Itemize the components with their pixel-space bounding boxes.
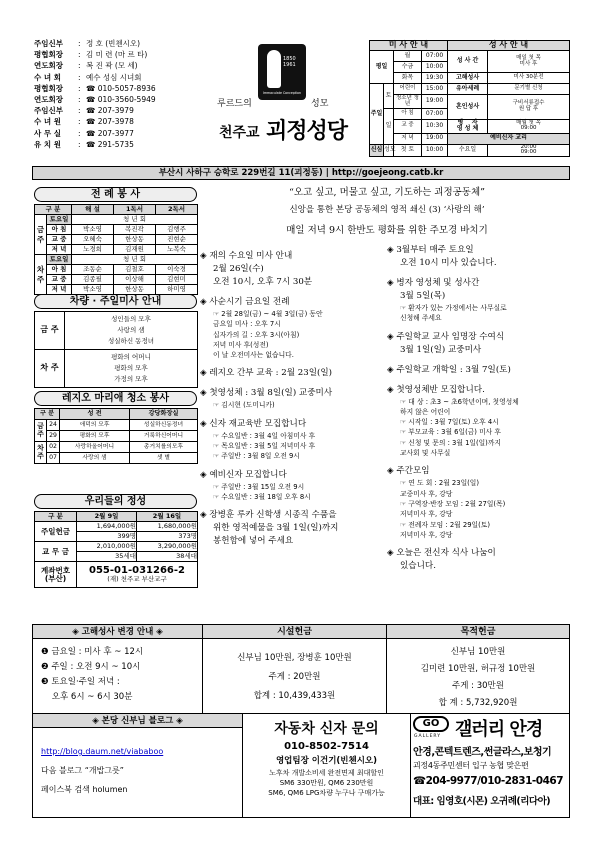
liturgy-header: 구 분 [35, 205, 72, 215]
liturgy-person: 하미영 [156, 285, 198, 295]
special-amount-2: 3,290,000원 [137, 542, 198, 552]
notice-small: ☞ 수요일반 : 3월 18일 오후 8시 [213, 492, 311, 501]
facility-title: 시설헌금 [203, 625, 386, 639]
gallery-line4: 대표: 임영호(시몬) 오귀례(리다아) [413, 796, 551, 807]
mass-table [369, 40, 569, 157]
notice-sub: 오전 10시 미사 있습니다. [400, 258, 497, 268]
notice-gap [200, 289, 380, 296]
catechumen-time-2: 09:00 [520, 149, 537, 156]
notice-gap [200, 380, 380, 387]
gallery-logo-sub: GALLERY [414, 734, 442, 739]
notice-head: ◈ 오늘은 전신자 식사 나눔이 [387, 548, 496, 559]
lourdes-label: 루르드의 [217, 99, 252, 109]
staff-role: 수 녀 원 [34, 117, 61, 127]
car-ad-line3: SM6, QM6 LPG차량 누구나 구매가능 [268, 789, 385, 797]
notices-right [387, 244, 570, 620]
sunday-label: 주일 [370, 84, 384, 145]
staff-role: 평협회장 [34, 50, 63, 60]
vehicle-group: 가정의 모후 [114, 375, 148, 383]
account-label: 계좌번호 (부산) [35, 562, 77, 588]
notice-head: ◈ 사순시기 금요일 전례 [200, 297, 290, 307]
staff-colon: : [78, 95, 81, 105]
staff-value: 복 진 곽 (모 세) [86, 61, 138, 71]
mass-type: 아 침 [394, 109, 422, 120]
legio-church: 애덕의 모후 [60, 420, 130, 431]
legio-hall: 성실하신동정녀 [130, 420, 198, 431]
catechumen-day-1: 수요일 [448, 144, 488, 157]
staff-row [34, 94, 184, 105]
staff-row [34, 116, 184, 127]
notice-small: 금요일 미사 : 오후 7시 [213, 320, 281, 329]
vehicle-section [34, 294, 197, 388]
catechumen-times [488, 144, 570, 157]
info-line: 신부님 10만원 [450, 647, 506, 657]
liturgy-person: 노경희 [72, 245, 114, 255]
mass-time: 15:00 [422, 84, 448, 95]
staff-role: 주임신부 [34, 39, 63, 48]
liturgy-group: 청 년 회 [72, 255, 198, 265]
notice-head: ◈ 주일학교 교사 임명장 수여식 [387, 331, 505, 342]
vehicle-group: 평화의 어머니 [111, 353, 151, 361]
liturgy-person: 김철호 [114, 265, 156, 275]
staff-role: 주임신부 [34, 106, 63, 116]
info-line: 신부님 10만원, 장병훈 10만원 [237, 653, 352, 663]
devotion-time: 10:00 [422, 144, 448, 157]
notice-gap [200, 411, 380, 418]
offering-header-type: 구 분 [35, 512, 77, 522]
sunday-count-2: 373명 [137, 532, 198, 542]
notice-small: ☞ 연 도 회 : 2월 23일(일) [400, 479, 480, 488]
staff-role: 평협회장 [34, 83, 63, 93]
sacrament-name: 고해성사 [448, 73, 488, 84]
staff-role: 수 녀 회 [34, 72, 61, 82]
confession-title: ◈ 고해성사 변경 안내 ◈ [33, 625, 202, 639]
staff-value: 김 미 련 (마 르 타) [86, 50, 148, 60]
notice-small: 저녁 미사 후(성전) [213, 340, 269, 349]
liturgy-person: 김행주 [156, 225, 198, 235]
notice-gap [387, 357, 570, 364]
vehicle-group: 성인들의 모후 [111, 315, 151, 323]
staff-value: 정 호 (빈첸시오) [86, 39, 141, 48]
legio-church: 사랑의 샘 [60, 453, 130, 464]
liturgy-person: 김재원 [114, 245, 156, 255]
legio-date: 29 [47, 431, 60, 442]
mass-day: 월 [394, 51, 422, 62]
mass-time: 10:30 [422, 120, 448, 134]
info-line: 합 계 : 5,732,920원 [438, 698, 518, 708]
devotion-who: 성모 [384, 144, 394, 157]
liturgy-slot: 저 녁 [47, 245, 72, 255]
car-ad-person: 영업팀장 이건기(빈첸시오) [275, 756, 378, 766]
staff-list [34, 38, 184, 150]
staff-role: 연도회장 [34, 61, 63, 71]
notice-gap [387, 324, 570, 331]
staff-colon: : [78, 72, 81, 82]
sunday-amount-2: 1,680,000원 [137, 522, 198, 532]
info-line: 김미련 10만원, 허규정 10만원 [420, 664, 536, 674]
notice-sub: 3월 1일(일) 교중미사 [400, 344, 482, 355]
liturgy-header: 2독서 [156, 205, 198, 215]
notice-sub: 3월 5일(목) [400, 291, 446, 301]
staff-colon: : [78, 50, 81, 60]
liturgy-person: 김종필 [72, 275, 114, 285]
church-name: 괴정성당 [266, 118, 348, 144]
liturgy-slot: 저 녁 [47, 285, 72, 295]
liturgy-slot: 토요일 [47, 215, 72, 225]
gallery-line3: ☎204-9977/010-2831-0467 [413, 775, 563, 787]
liturgy-slot: 교 중 [47, 275, 72, 285]
offering-section [34, 494, 197, 588]
notices-left [200, 250, 380, 620]
offering-header-date1: 2월 9일 [77, 512, 137, 522]
theme-prayer: 매일 저녁 9시 한반도 평화를 위한 주모경 바치기 [286, 225, 488, 236]
blog-name: 다음 블로그 “개밥그릇” [41, 766, 124, 775]
sacrament-title: 성 사 안 내 [448, 41, 570, 51]
notice-sub: 있습니다. [400, 561, 436, 572]
special-count-2: 38세대 [137, 552, 198, 562]
account-owner: (재) 천주교 부산교구 [107, 575, 167, 584]
devotion-label: 신심 [370, 144, 384, 157]
legio-date: 02 [47, 442, 60, 453]
theme-subtitle: 신앙을 통한 본당 공동체의 영적 쇄신 (3) ‘사랑의 해’ [289, 205, 485, 215]
mass-time: 19:00 [422, 133, 448, 144]
mass-title: 미 사 안 내 [370, 41, 448, 51]
staff-value: ☎ 207-3978 [86, 117, 134, 127]
liturgy-person: 진현순 [156, 235, 198, 245]
liturgy-slot: 토요일 [47, 255, 72, 265]
sacrament-time: 구비서류접수 원 답 후 [488, 95, 570, 120]
staff-colon: : [78, 117, 81, 127]
mass-day: 화목 [394, 73, 422, 84]
legio-hall: 거룩하신어머니 [130, 431, 198, 442]
sacrament-name: 혼인성사 [448, 95, 488, 120]
liturgy-header: 해 설 [72, 205, 114, 215]
liturgy-person: 한상동 [114, 235, 156, 245]
blog-title: ◈ 본당 신부님 블로그 ◈ [33, 714, 242, 728]
church-logo [258, 44, 306, 100]
liturgy-group: 청 년 회 [72, 215, 198, 225]
gallery-name: 갤러리 안경 [455, 719, 543, 740]
notice-head: ◈ 병자 영성체 및 성사간 [387, 278, 480, 288]
liturgy-week-label: 차 주 [35, 255, 47, 295]
notice-small: ☞ 부모교육 : 3월 6일(금) 미사 후 [400, 428, 501, 437]
car-ad-title: 자동차 신자 문의 [274, 721, 379, 737]
staff-colon: : [78, 106, 81, 116]
sacrament-time: 매일 첫 목 미사 후 [488, 51, 570, 73]
notice-small: 이 날 오전미사는 없습니다. [213, 351, 294, 360]
account-number: 055-01-031266-2 [89, 564, 185, 576]
gallery-line2: 괴정4동주민센터 입구 농협 맞은편 [413, 761, 529, 770]
liturgy-slot: 교 중 [47, 235, 72, 245]
staff-row [34, 105, 184, 116]
sunday-count-1: 399명 [77, 532, 137, 542]
mass-type: 저 녁 [394, 133, 422, 144]
staff-colon: : [78, 139, 81, 149]
staff-value: ☎ 207-3977 [86, 128, 134, 138]
notice-small: ☞ 주일반 : 3월 8일 오전 9시 [213, 452, 300, 461]
sacrament-time: 미사 30분전 [488, 73, 570, 84]
sacrament-time: 매월 첫 목 09:00 [488, 120, 570, 134]
catechumen-title: 예비신자 교리 [448, 133, 570, 144]
staff-value: 예수 성심 시녀회 [86, 72, 142, 82]
notice-small: 하지 않은 어린이 [400, 407, 451, 416]
purpose-title: 목적헌금 [387, 625, 569, 639]
bottom-row-1 [32, 624, 570, 714]
info-line: ❷ 주일 : 오전 9시 ~ 10시 [41, 662, 141, 672]
notice-head: ◈ 신자 재교육반 모집합니다 [200, 418, 307, 429]
notice-head: ◈ 3월부터 매주 토요일 [387, 245, 474, 255]
notice-small: 신청해 주세요 [400, 314, 442, 323]
notice-small: ☞ 신청 및 문의 : 3월 1일(일)까지 [400, 438, 501, 447]
staff-value: ☎ 207-3979 [86, 106, 134, 116]
liturgy-person: 이숙경 [156, 265, 198, 275]
info-line: ❸ 토요일·주일 저녁 : [41, 677, 120, 687]
staff-row [34, 49, 184, 60]
notice-small: ☞ 구역장·반장 모임 : 2월 27일(목) [400, 499, 506, 508]
notice-gap [200, 462, 380, 469]
notice-small: ☞ 환자가 있는 가정에서는 사무실로 [400, 304, 507, 312]
sacrament-name: 병 자 영 성 체 [448, 120, 488, 134]
liturgy-person: 조동순 [72, 265, 114, 275]
facebook-search: 페이스북 검색 holumen [41, 785, 128, 794]
staff-row [34, 128, 184, 139]
car-ad-line2: SM6 330만원, QM6 230만원 [279, 779, 374, 787]
liturgy-person: 한상동 [114, 285, 156, 295]
staff-value: ☎ 010-5057-8936 [86, 83, 156, 93]
weekday-label: 평일 [370, 51, 394, 84]
purpose-box [387, 625, 569, 713]
sacrament-name: 성 사 간 [448, 51, 488, 73]
car-ad [243, 714, 411, 817]
offering-title: 우리들의 정성 [34, 494, 197, 509]
liturgy-person: 오혜숙 [72, 235, 114, 245]
notice-head: ◈ 첫영성체반 모집합니다. [387, 384, 485, 395]
legio-header: 강당화장실 [130, 409, 198, 420]
staff-row [34, 60, 184, 71]
theme-quote: “오고 싶고, 머물고 싶고, 기도하는 괴정공동체” [288, 187, 486, 198]
special-offering-label: 교 무 금 [35, 542, 77, 562]
staff-row [34, 83, 184, 94]
confession-box [33, 625, 203, 713]
info-line: 주게 : 30만원 [452, 681, 504, 691]
notice-sub: 2월 26일(수) [213, 264, 264, 274]
liturgy-person: 이상해 [114, 275, 156, 285]
liturgy-section [34, 187, 197, 295]
liturgy-person: 김현미 [156, 275, 198, 285]
notice-small: ☞ 시작일 : 3월 7일(토) 오후 4시 [400, 418, 499, 427]
address-bar: 부산시 사하구 승학로 229번길 11(괴정동) | http://goejeong.catb.kr [32, 166, 570, 180]
notice-head: ◈ 예비신자 모집합니다 [200, 469, 287, 480]
legio-header: 구 분 [35, 409, 60, 420]
blog-link[interactable]: http://blog.daum.net/viababoo [41, 747, 164, 756]
notice-small: ☞ 목요일반 : 3월 5일 저녁미사 후 [213, 442, 316, 451]
bottom-row-2 [32, 714, 570, 818]
notice-small: ☞ 수요일반 : 3월 4일 아침미사 후 [213, 431, 316, 440]
legio-section [34, 391, 197, 464]
legio-church: 평화의 모후 [60, 431, 130, 442]
legio-hall: 총거치를의모후 [130, 442, 198, 453]
mother-label: 성모 [311, 99, 329, 109]
notice-gap [387, 458, 570, 465]
legio-this-week: 금 주 [35, 420, 47, 442]
legio-next-week: 차 주 [35, 442, 47, 464]
notice-small: ☞ 주일반 : 3월 15일 오전 9시 [213, 482, 305, 491]
legio-date: 24 [47, 420, 60, 431]
liturgy-person: 박소영 [72, 225, 114, 235]
notice-small: ☞ 전례자 모임 : 2월 29일(토) [400, 520, 490, 529]
vehicle-title: 차량 · 주일미사 안내 [34, 294, 197, 309]
liturgy-week-label: 금 주 [35, 215, 47, 255]
liturgy-person: 노복숙 [156, 245, 198, 255]
notice-small: ☞ 김시현 (도미니카) [213, 401, 275, 410]
notice-small: 저녁미사 후, 강당 [400, 530, 453, 539]
gallery-line1: 안경,콘텍트렌즈,썬글라스,보청기 [413, 747, 552, 758]
info-line: 합계 : 10,439,433원 [253, 691, 336, 701]
mass-time: 07:00 [422, 51, 448, 62]
catechumen-time-1: 20:00 [520, 143, 537, 150]
liturgy-slot: 아 침 [47, 225, 72, 235]
liturgy-header: 1독서 [114, 205, 156, 215]
notice-gap [387, 540, 570, 547]
liturgy-title: 전 례 봉 사 [34, 187, 197, 202]
vehicle-next-week [65, 350, 198, 388]
special-amount-1: 2,010,000원 [77, 542, 137, 552]
staff-colon: : [78, 128, 81, 138]
notice-gap [387, 270, 570, 277]
notice-head: ◈ 첫영성체 : 3월 8일(일) 교중미사 [200, 388, 333, 399]
legio-date: 07 [47, 453, 60, 464]
info-line: 주게 : 20만원 [268, 672, 321, 682]
staff-value: ☎ 291-5735 [86, 139, 134, 149]
mass-day: 수금 [394, 62, 422, 73]
staff-colon: : [78, 39, 81, 48]
notice-sub: 오전 10시, 오후 7시 30분 [213, 277, 313, 287]
saturday-label: 토 [384, 84, 394, 109]
blog-box [33, 714, 243, 817]
legio-header: 성 전 [60, 409, 130, 420]
mass-type: 교 중 [394, 120, 422, 134]
staff-role: 연도회장 [34, 95, 63, 105]
notice-gap [387, 377, 570, 384]
notice-small: 교사회 및 사무실 [400, 449, 451, 458]
sacrament-time: 문기별 신청 [488, 84, 570, 95]
car-ad-phone: 010-8502-7514 [284, 741, 369, 752]
logo-caption: Immaculate Conception [263, 91, 301, 95]
gallery-logo-icon: GO [413, 716, 449, 732]
notice-small: ☞ 대 상 : 초3 ~ 초6학년이며, 첫영성체 [400, 397, 519, 406]
notice-small: 십자가의 길 : 오후 3시(아침) [213, 330, 300, 339]
staff-value: ☎ 010-3560-5949 [86, 95, 156, 105]
church-prefix: 천주교 [219, 125, 260, 141]
notice-small: 저녁미사 후, 강당 [400, 510, 453, 519]
devotion-day: 첫 토 [394, 144, 422, 157]
car-ad-line1: 노후차 개발소비세 완전면제 최대할인 [269, 769, 384, 777]
vehicle-this-week-label: 금 주 [35, 312, 65, 350]
notice-head: ◈ 주일학교 개학일 : 3월 7일(토) [387, 364, 511, 375]
notice-gap [200, 360, 380, 367]
vehicle-group: 평화의 모후 [114, 364, 148, 372]
staff-role: 사 무 실 [34, 128, 61, 138]
logo-years: 1850 1961 [283, 56, 296, 68]
facility-box [203, 625, 387, 713]
legio-church: 사랑하올어머니 [60, 442, 130, 453]
vehicle-next-week-label: 차 주 [35, 350, 65, 388]
notice-head: ◈ 주간모임 [387, 466, 430, 477]
mass-time: 19:00 [422, 95, 448, 109]
vehicle-this-week [65, 312, 198, 350]
notice-small: 교중미사 후, 강당 [400, 489, 453, 498]
notice-sub: 위한 영적예물을 3월 1일(일)까지 [213, 523, 339, 534]
staff-colon: : [78, 83, 81, 93]
sunday-amount-1: 1,694,000원 [77, 522, 137, 532]
sunday-offering-label: 주일헌금 [35, 522, 77, 542]
notice-small: ☞ 2월 28일(금) ~ 4월 3일(금) 동안 [213, 310, 323, 318]
info-line: 오후 6시 ~ 6시 30분 [41, 692, 133, 702]
vehicle-group: 성실하신 동정녀 [107, 337, 155, 345]
sacrament-name: 유아세례 [448, 84, 488, 95]
notice-sub: 봉헌함에 넣어 주세요 [213, 536, 294, 547]
notice-head: ◈ 장병훈 루카 신학생 시종직 수품을 [200, 510, 337, 521]
vehicle-group: 사랑의 샘 [117, 326, 145, 334]
liturgy-slot: 아 침 [47, 265, 72, 275]
offering-header-date2: 2월 16일 [137, 512, 198, 522]
gallery-ad [411, 714, 569, 817]
mass-type: 어린이 [394, 84, 422, 95]
liturgy-person: 박소영 [72, 285, 114, 295]
legio-title: 레지오 마리애 청소 봉사 [34, 391, 197, 406]
staff-colon: : [78, 61, 81, 71]
legio-hall: 샛 별 [130, 453, 198, 464]
liturgy-person: 복진곽 [114, 225, 156, 235]
notice-head: ◈ 재의 수요일 미사 안내 [200, 251, 293, 261]
mass-time: 10:00 [422, 62, 448, 73]
staff-role: 유 치 원 [34, 139, 61, 149]
notice-gap [200, 502, 380, 509]
mass-type: 청소년 청 년 [394, 95, 422, 109]
mass-time: 07:00 [422, 109, 448, 120]
staff-row [34, 72, 184, 83]
staff-row [34, 38, 184, 49]
info-line: ❶ 금요일 : 미사 후 ~ 12시 [41, 647, 144, 657]
notice-head: ◈ 레지오 간부 교육 : 2월 23일(일) [200, 368, 333, 379]
mass-time: 19:30 [422, 73, 448, 84]
special-count-1: 35세대 [77, 552, 137, 562]
sunday-side-label: 일 [384, 109, 394, 145]
mary-icon [267, 50, 281, 88]
staff-row [34, 139, 184, 150]
